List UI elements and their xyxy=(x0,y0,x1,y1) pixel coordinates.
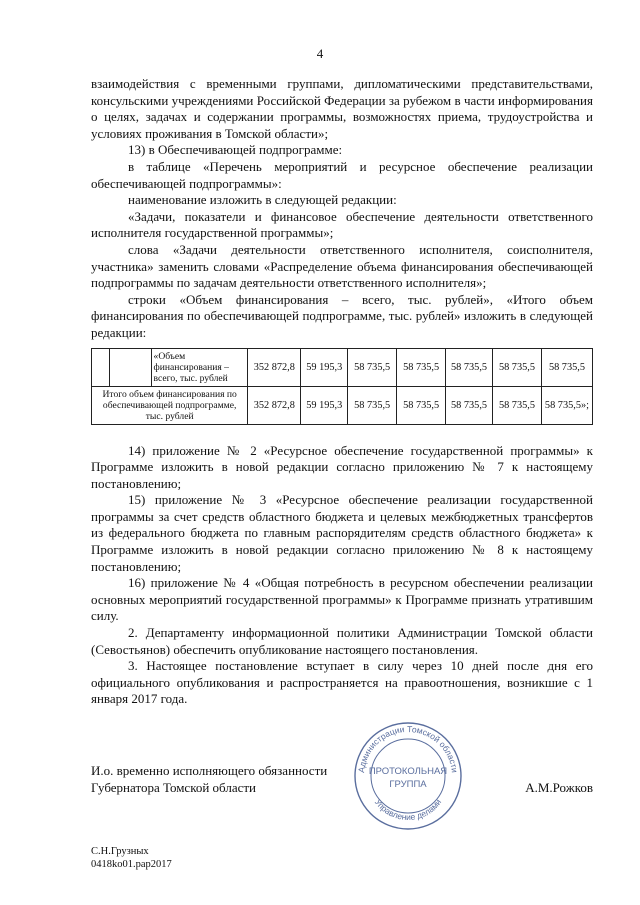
document-footer xyxy=(91,845,172,871)
signer-name: А.М.Рожков xyxy=(525,780,593,795)
author-name: С.Н.Грузных xyxy=(91,846,149,857)
table-row xyxy=(92,386,593,424)
paragraph: 2. Департаменту информационной политики Администрации Томской области (Севостьянов) обеспечить опубликование настоящего постановления. xyxy=(91,625,593,657)
page-number: 4 xyxy=(316,46,324,61)
paragraph: взаимодействия с временными группами, дипломатическими представительствами, консульскими учреждениями Российской Федерации за рубежом в части информирования о целях, задачах и содержании программы, возможностях приема, трудоустройства и условиях проживания в Томской области»; xyxy=(91,76,593,141)
financing-table xyxy=(91,348,593,425)
table-cell: 58 735,5 xyxy=(541,348,592,386)
table-cell: 58 735,5 xyxy=(446,348,493,386)
table-cell: 58 735,5 xyxy=(446,386,493,424)
paragraph: слова «Задачи деятельности ответственного исполнителя, соисполнителя, участника» заменить словами «Распределение объема финансирования обеспечивающей подпрограммы по задачам деятельности ответственного исполнителя»; xyxy=(91,241,593,291)
table-cell: 58 735,5 xyxy=(348,386,397,424)
paragraph: 13) в Обеспечивающей подпрограмме: xyxy=(128,142,343,158)
table-cell: 58 735,5 xyxy=(397,348,446,386)
stamp-center-line-2: ГРУППА xyxy=(389,779,427,790)
row-label: Итого объем финансирования по обеспечивающей подпрограмме, тыс. рублей xyxy=(92,386,248,424)
stamp-bottom-text: Управление делами xyxy=(372,797,444,823)
table-cell: 352 872,8 xyxy=(248,386,301,424)
table-cell: 58 735,5»; xyxy=(541,386,592,424)
table-cell: 58 735,5 xyxy=(348,348,397,386)
table-cell: 352 872,8 xyxy=(248,348,301,386)
official-stamp xyxy=(352,720,464,832)
table-cell: 58 735,5 xyxy=(493,386,542,424)
paragraph: 3. Настоящее постановление вступает в силу через 10 дней после дня его официального опубликования и распространяется на правоотношения, возникшие с 1 января 2017 года. xyxy=(91,658,593,707)
file-name: 0418ko01.pap2017 xyxy=(91,859,172,870)
table-cell: 58 735,5 xyxy=(397,386,446,424)
signer-title-line-2: Губернатора Томской области xyxy=(91,779,257,795)
paragraph: 16) приложение № 4 «Общая потребность в ресурсном обеспечении реализации основных мероприятий государственной программы» к Программе признать утратившим силу. xyxy=(91,575,593,624)
stamp-center-line-1: ПРОТОКОЛЬНАЯ xyxy=(368,766,448,777)
stamp-ring-text: Администрации Томской области xyxy=(356,723,460,774)
table-row xyxy=(92,348,593,386)
paragraph: «Задачи, показатели и финансовое обеспечение деятельности ответственного исполнителя государственной программы»; xyxy=(91,208,593,241)
table-cell: 59 195,3 xyxy=(301,386,348,424)
signer-title-line-1: И.о. временно исполняющего обязанности xyxy=(91,763,328,778)
document-body xyxy=(91,76,593,708)
row-label: «Объем финансирования – всего, тыс. рублей xyxy=(151,348,248,386)
paragraph: в таблице «Перечень мероприятий и ресурсное обеспечение реализации обеспечивающей подпрограммы»: xyxy=(91,158,593,191)
paragraph: 15) приложение № 3 «Ресурсное обеспечение реализации государственной программы за счет средств областного бюджета и целевых межбюджетных трансфертов из федерального бюджета по главным распорядителям средств областного бюджета» к Программе изложить в новой редакции согласно приложению № 8 к настоящему постановлению; xyxy=(91,492,593,574)
signature-block xyxy=(91,763,327,796)
paragraph: строки «Объем финансирования – всего, тыс. рублей», «Итого объем финансирования по обеспечивающей подпрограмме, тыс. рублей» изложить в следующей редакции: xyxy=(91,291,593,340)
paragraph: наименование изложить в следующей редакции: xyxy=(128,192,397,208)
paragraph: 14) приложение № 2 «Ресурсное обеспечение государственной программы» к Программе изложить в новой редакции согласно приложению № 7 к настоящему постановлению; xyxy=(91,442,593,491)
table-cell: 58 735,5 xyxy=(493,348,542,386)
table-cell: 59 195,3 xyxy=(301,348,348,386)
empty-cell xyxy=(109,348,151,386)
empty-cell xyxy=(92,348,110,386)
